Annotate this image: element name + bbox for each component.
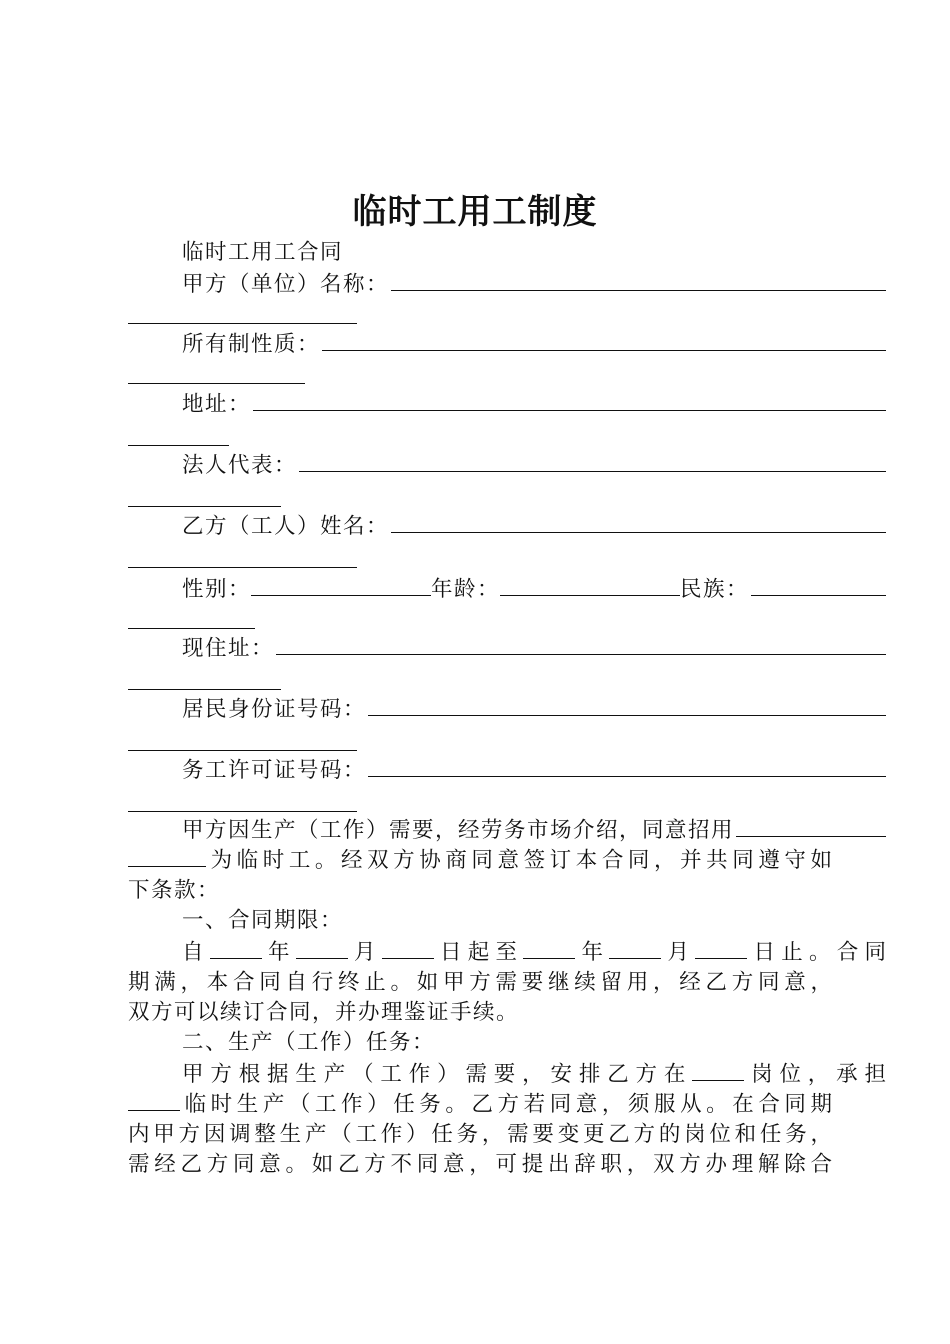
fill-blank[interactable] [368,756,886,777]
fill-blank[interactable] [276,634,886,655]
fill-blank[interactable] [210,938,262,959]
fill-blank[interactable] [736,816,886,837]
text-span: 甲方因生产（工作）需要，经劳务市场介绍，同意招用 [182,818,735,843]
field-label-gender: 性别： [182,577,252,602]
contract-heading: 临时工用工合同 [182,240,344,265]
text-span: 为临时工。经双方协商同意签订本合同，并共同遵守如 [206,848,832,873]
text-span: 岗位，承担 [744,1062,886,1087]
paragraph-line [128,846,832,876]
fill-blank[interactable] [299,451,886,472]
paragraph-line [128,816,886,846]
text-span: 自 [182,940,210,965]
field-label-ethnic: 民族： [680,577,750,602]
text-span: 年 [575,940,610,965]
fill-blank-continuation [128,811,357,812]
fill-blank-continuation [128,750,357,751]
field-gender-age-ethnic [128,573,886,603]
paragraph-line: 需经乙方同意。如乙方不同意，可提出辞职，双方办理解除合 [128,1152,832,1177]
field-current-address [128,634,886,664]
field-label: 现住址： [182,636,275,661]
fill-blank-continuation [128,383,305,384]
paragraph-line [128,1060,886,1090]
field-label: 地址： [182,392,252,417]
fill-blank[interactable] [609,938,661,959]
text-span: 甲方根据生产（工作）需要，安排乙方在 [182,1062,693,1087]
field-label: 乙方（工人）姓名： [182,514,390,539]
fill-blank[interactable] [253,390,886,411]
text-span: 日止。合同 [747,940,886,965]
field-party-b-name [128,512,886,542]
paragraph-line: 期满，本合同自行终止。如甲方需要继续留用，经乙方同意， [128,970,832,995]
field-work-permit [128,756,886,786]
fill-blank[interactable] [368,695,886,716]
field-label: 所有制性质： [182,332,321,357]
fill-blank-continuation [128,323,357,324]
fill-blank[interactable] [695,938,747,959]
fill-blank[interactable] [251,573,431,596]
fill-blank-continuation [128,445,229,446]
paragraph-line: 下条款： [128,878,221,903]
field-label: 甲方（单位）名称： [182,272,390,297]
fill-blank[interactable] [391,270,886,291]
paragraph-line [128,1090,832,1120]
field-label: 务工许可证号码： [182,758,367,783]
field-id-number [128,695,886,725]
section-heading: 二、生产（工作）任务： [182,1030,436,1055]
fill-blank[interactable] [523,938,575,959]
fill-blank[interactable] [322,330,886,351]
text-span: 临时生产（工作）任务。乙方若同意，须服从。在合同期 [180,1092,832,1117]
paragraph-line: 双方可以续订合同，并办理鉴证手续。 [128,1000,520,1025]
text-span: 月 [661,940,696,965]
fill-blank[interactable] [128,846,206,867]
field-party-a-name [128,270,886,300]
text-span: 年 [261,940,296,965]
paragraph-line: 内甲方因调整生产（工作）任务，需要变更乙方的岗位和任务， [128,1122,832,1147]
field-label-age: 年龄： [431,577,501,602]
fill-blank[interactable] [128,1090,180,1111]
field-label: 居民身份证号码： [182,697,367,722]
field-address [128,390,886,420]
paragraph-line [128,938,886,968]
fill-blank-continuation [128,689,281,690]
fill-blank[interactable] [382,938,434,959]
fill-blank[interactable] [296,938,348,959]
fill-blank-continuation [128,628,255,629]
text-span: 月 [347,940,382,965]
fill-blank-continuation [128,567,357,568]
fill-blank[interactable] [391,512,886,533]
fill-blank[interactable] [751,575,886,596]
document-title: 临时工用工制度 [352,192,598,232]
field-legal-rep [128,451,886,481]
fill-blank-continuation [128,506,281,507]
field-label: 法人代表： [182,453,298,478]
section-heading: 一、合同期限： [182,908,344,933]
field-ownership [128,330,886,360]
fill-blank[interactable] [692,1060,744,1081]
fill-blank[interactable] [500,573,680,596]
text-span: 日起至 [433,940,524,965]
